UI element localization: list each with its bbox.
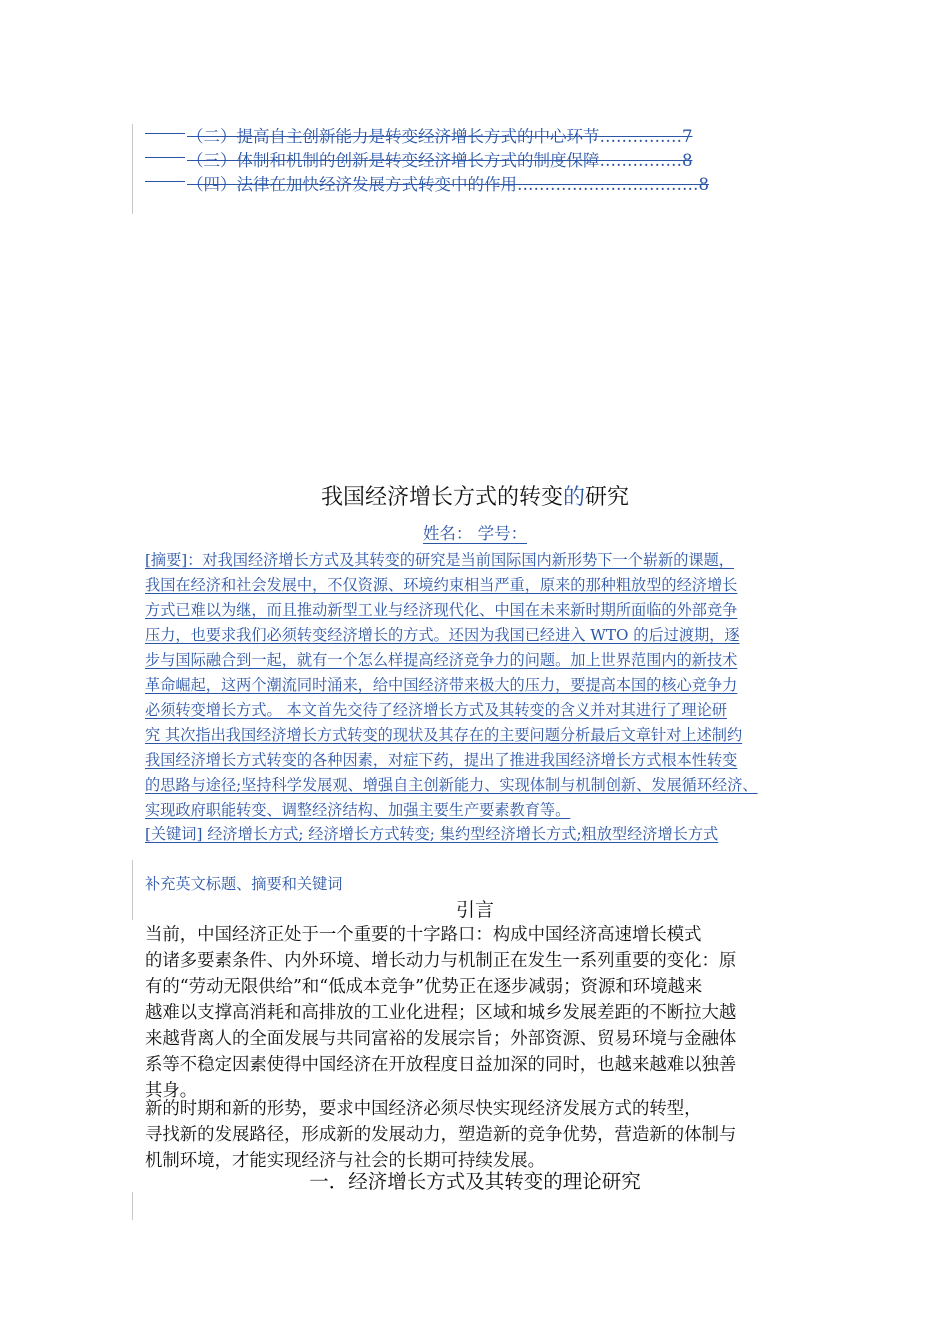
toc-entry-2[interactable] [145, 126, 693, 148]
toc-entry-page: 8 [682, 151, 693, 170]
intro-paragraph-2 [145, 1096, 805, 1174]
paragraph-line: 其身。 [145, 1081, 198, 1101]
toc-leader [145, 181, 185, 182]
abstract-line: 革命崛起，这两个潮流同时涌来，给中国经济带来极大的压力，要提高本国的核心竞争力 [145, 676, 738, 694]
abstract-line: 步与国际融合到一起，就有一个怎么样提高经济竞争力的问题。加上世界范围内的新技术 [145, 651, 738, 669]
paragraph-line: 寻找新的发展路径，形成新的发展动力，塑造新的竞争优势，营造新的体制与 [145, 1125, 737, 1145]
toc-entry-text: （四）法律在加快经济发展方式转变中的作用…………………………… [187, 175, 699, 194]
abstract-line: 必须转变增长方式。 本文首先交待了经济增长方式及其转变的含义并对其进行了理论研 [145, 701, 727, 719]
abstract-line: 实现政府职能转变、调整经济结构、加强主要生产要素教育等。 [145, 801, 571, 819]
paragraph-line: 有的“劳动无限供给”和“低成本竞争”优势正在逐步减弱；资源和环境越来 [145, 977, 703, 997]
abstract-line: [摘要]：对我国经济增长方式及其转变的研究是当前国际国内新形势下一个崭新的课题， [145, 551, 734, 569]
paragraph-line: 来越背离人的全面发展与共同富裕的发展宗旨；外部资源、贸易环境与金融体 [145, 1029, 737, 1049]
abstract-line: 压力，也要求我们必须转变经济增长的方式。还因为我国已经进入 WTO 的后过渡期，逐 [145, 626, 740, 644]
toc-entry-4[interactable] [145, 174, 709, 196]
title-tail-text: 研究 [585, 485, 630, 510]
paragraph-line: 越难以支撑高消耗和高排放的工业化进程；区域和城乡发展差距的不断拉大越 [145, 1003, 737, 1023]
section-heading: 一．经济增长方式及其转变的理论研究 [309, 1170, 641, 1193]
toc-leader [145, 133, 185, 134]
abstract-line: 方式已难以为继，而且推动新型工业与经济现代化、中国在未来新时期所面临的外部竞争 [145, 601, 738, 619]
revision-note: 补充英文标题、摘要和关键词 [145, 875, 343, 893]
paragraph-line: 机制环境，才能实现经济与社会的长期可持续发展。 [145, 1151, 545, 1171]
toc-entry-text: （二）提高自主创新能力是转变经济增长方式的中心环节…………… [187, 127, 682, 146]
abstract [145, 548, 825, 823]
title-inserted-text: 的 [562, 485, 585, 510]
abstract-line: 我国在经济和社会发展中，不仅资源、环境约束相当严重，原来的那种粗放型的经济增长 [145, 576, 738, 594]
paragraph-line: 当前，中国经济正处于一个重要的十字路口：构成中国经济高速增长模式 [145, 925, 702, 945]
abstract-line: 我国经济增长方式转变的各种因素，对症下药，提出了推进我国经济增长方式根本性转变 [145, 751, 738, 769]
author-byline [0, 522, 950, 546]
paragraph-line: 系等不稳定因素使得中国经济在开放程度日益加深的同时，也越来越难以独善 [145, 1055, 737, 1075]
margin-line-top [132, 124, 133, 214]
toc-entry-page: 7 [682, 127, 693, 146]
toc-entry-page: 8 [698, 175, 709, 194]
paragraph-line: 新的时期和新的形势，要求中国经济必须尽快实现经济发展方式的转型， [145, 1099, 702, 1119]
margin-line-bottom [132, 1192, 133, 1220]
keywords: [关键词] 经济增长方式; 经济增长方式转变; 集约型经济增长方式;粗放型经济增长方式 [145, 825, 719, 843]
toc-entry-text: （三）体制和机制的创新是转变经济增长方式的制度保障…………… [187, 151, 682, 170]
document-title [0, 482, 950, 514]
abstract-line: 究 其次指出我国经济增长方式转变的现状及其存在的主要问题分析最后文章针对上述制约 [145, 726, 743, 744]
byline-text: 姓名： 学号： [422, 524, 528, 543]
title-text: 我国经济增长方式的转变 [320, 485, 563, 510]
paragraph-line: 的诸多要素条件、内外环境、增长动力与机制正在发生一系列重要的变化：原 [145, 951, 737, 971]
toc-leader [145, 157, 185, 158]
toc-entry-3[interactable] [145, 150, 693, 172]
intro-paragraph-1 [145, 922, 805, 1104]
abstract-line: 的思路与途径;坚持科学发展观、增强自主创新能力、实现体制与机制创新、发展循环经济、 [145, 776, 758, 794]
intro-heading: 引言 [455, 899, 494, 921]
